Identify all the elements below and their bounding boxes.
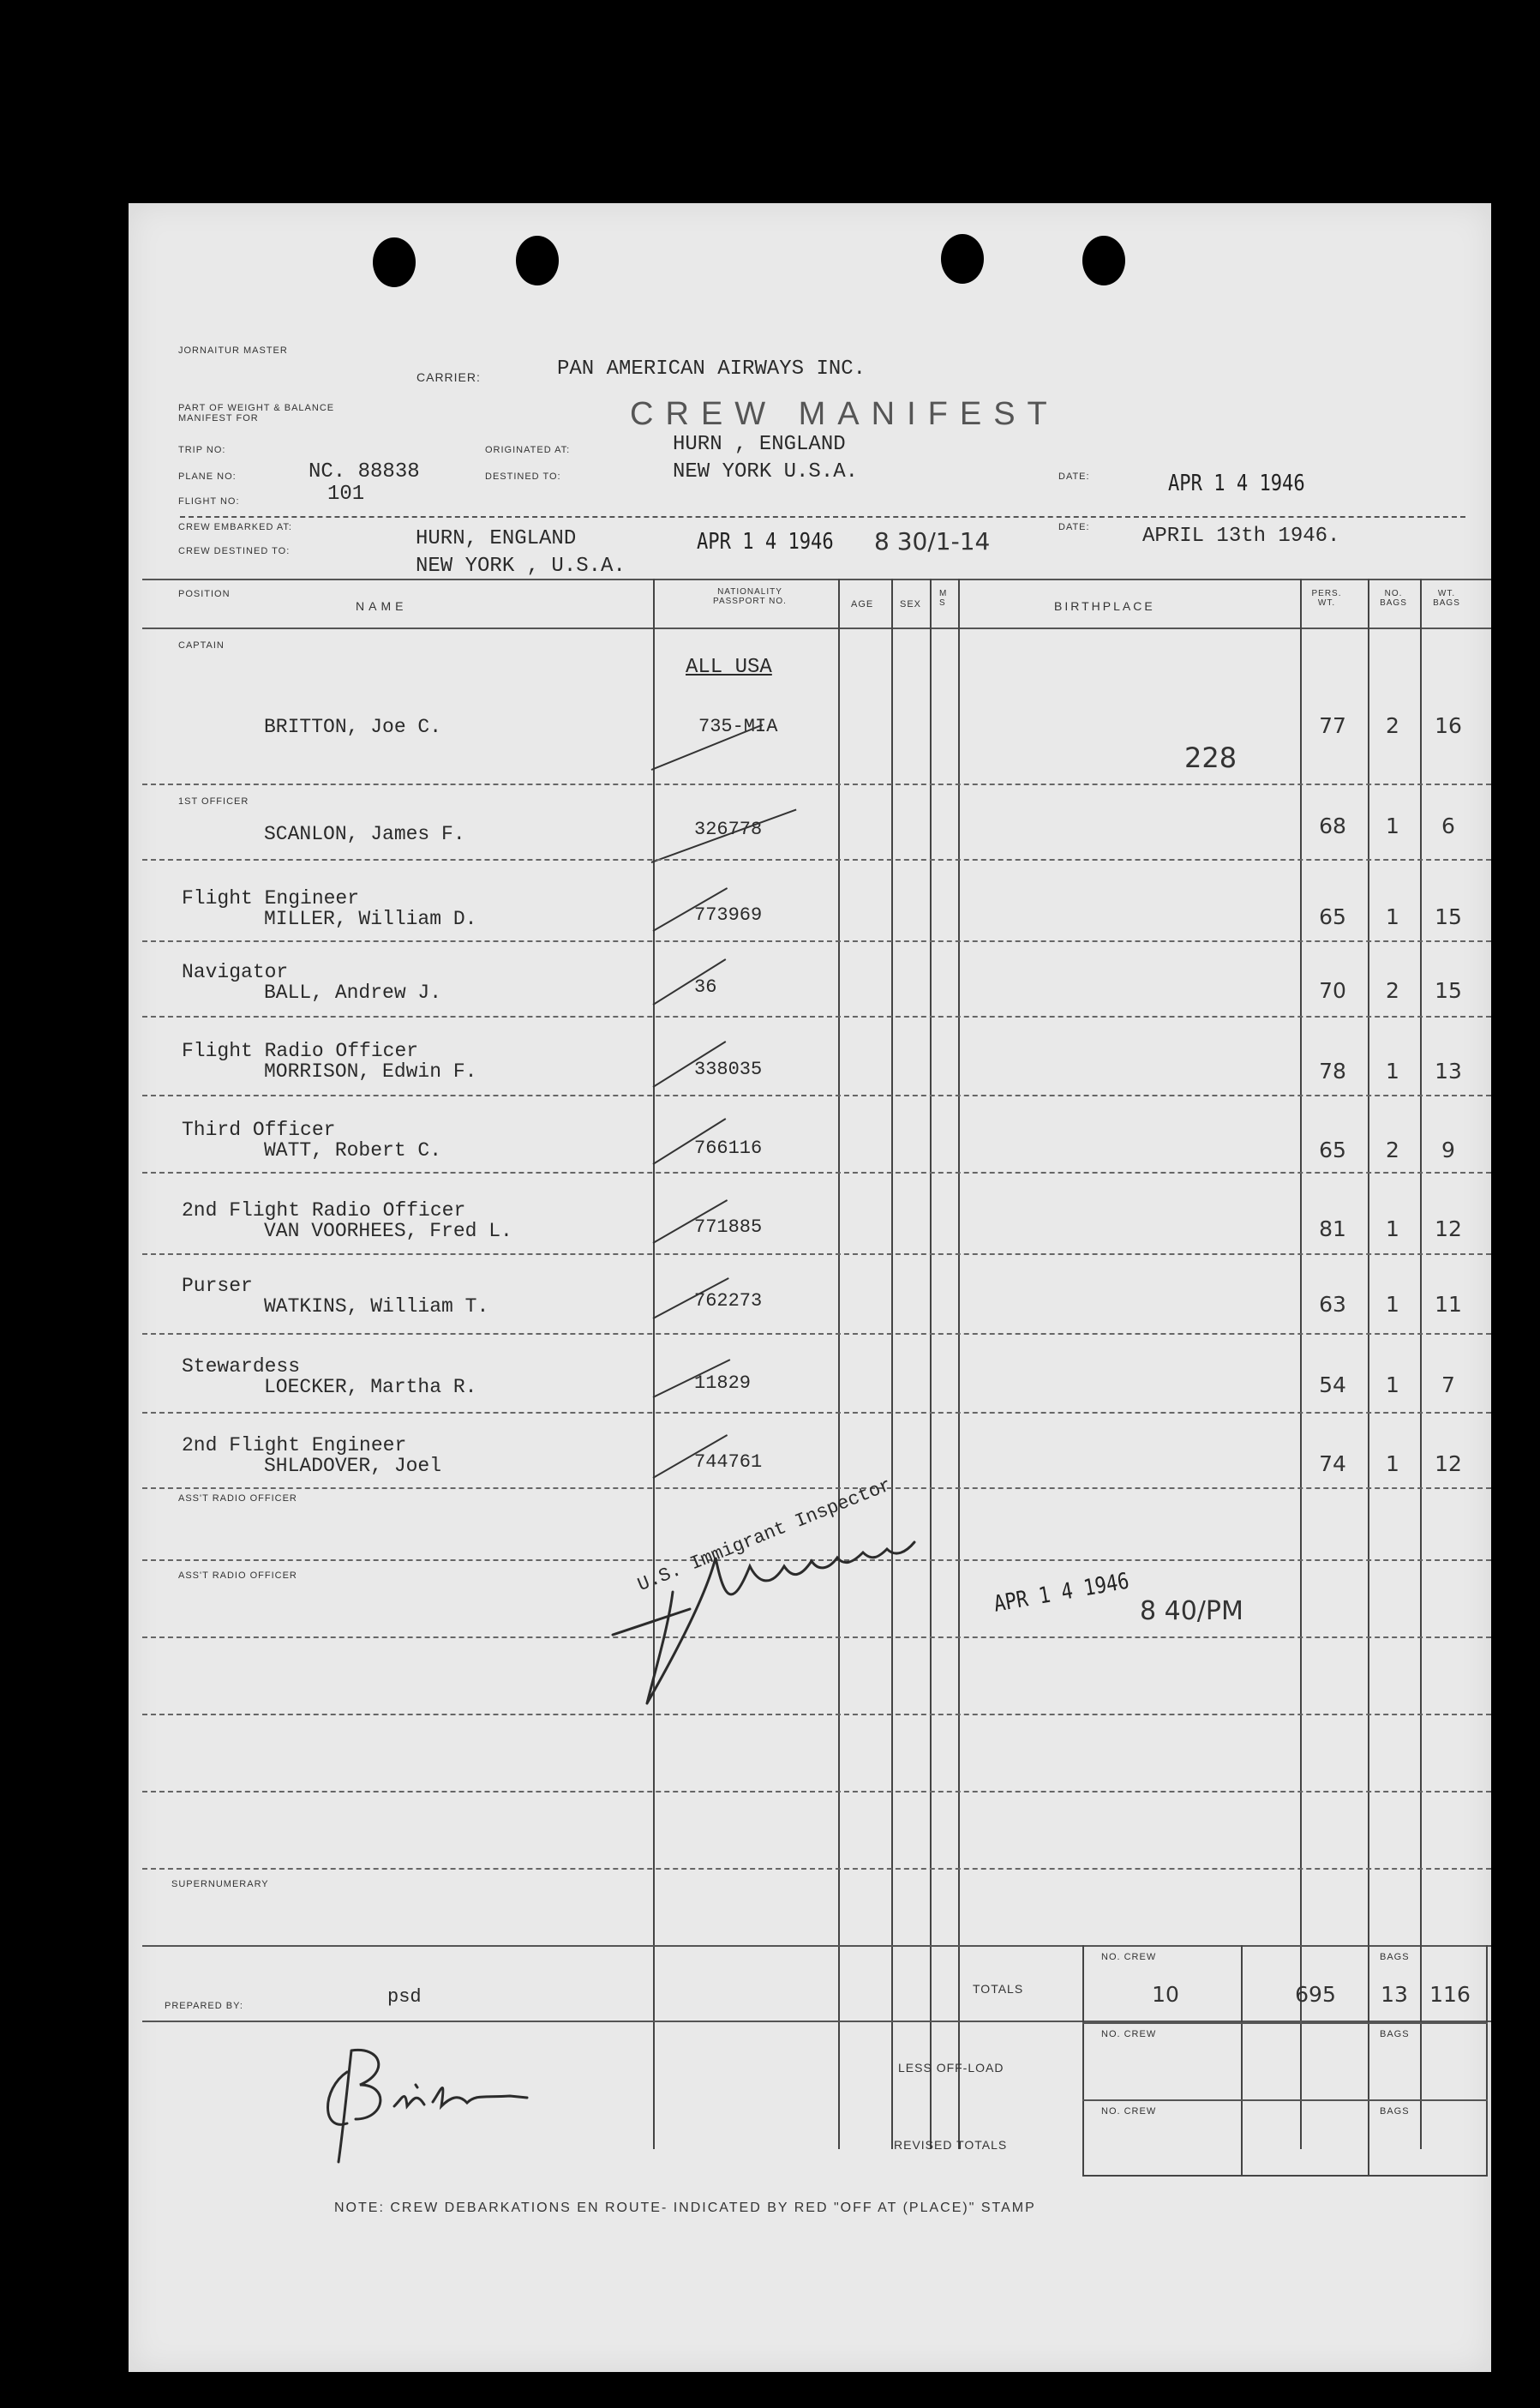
crew-passport: 326778: [694, 819, 763, 840]
captain-label: CAPTAIN: [178, 640, 225, 651]
crew-wt-bags: 6: [1441, 814, 1455, 838]
col-divider: [958, 579, 960, 2149]
row-divider: [142, 1412, 1491, 1414]
totals-divider: [1420, 1945, 1422, 2022]
punch-hole: [373, 237, 416, 287]
crew-name: SHLADOVER, Joel: [264, 1455, 442, 1477]
punch-hole: [1082, 236, 1125, 285]
originated: HURN , ENGLAND: [673, 433, 846, 456]
crew-pers-wt: 70: [1319, 978, 1346, 1003]
crew-pers-wt: 77: [1319, 713, 1346, 738]
crew-wt-bags: 15: [1435, 978, 1462, 1003]
crew-wt-bags: 7: [1441, 1372, 1455, 1397]
row-divider: [142, 1487, 1491, 1489]
totals-row-line: [1082, 2022, 1488, 2024]
bags-label: BAGS: [1380, 1952, 1410, 1962]
crew-embarked: HURN, ENGLAND: [416, 527, 577, 550]
col-divider: [653, 579, 655, 2149]
crew-wt-bags: 11: [1435, 1292, 1462, 1317]
total-crew: 10: [1152, 1982, 1179, 2007]
manifest-sheet: [129, 203, 1491, 2372]
col-divider: [891, 579, 893, 2149]
crew-name: BRITTON, Joe C.: [264, 716, 442, 738]
column-header-bottom: [142, 628, 1491, 629]
crew-pers-wt: 63: [1319, 1292, 1346, 1317]
date-label: DATE:: [1058, 471, 1090, 482]
row-divider: [142, 940, 1491, 942]
crew-pers-wt: 54: [1319, 1372, 1346, 1397]
punch-hole: [941, 234, 984, 284]
crew-bags: 2: [1386, 978, 1399, 1003]
crew-pers-wt: 68: [1319, 814, 1346, 838]
row-divider: [142, 784, 1491, 785]
crew-name: MORRISON, Edwin F.: [264, 1060, 477, 1083]
crew-bags: 1: [1386, 904, 1399, 929]
crew-name: VAN VOORHEES, Fred L.: [264, 1220, 512, 1242]
col-name: NAME: [356, 599, 408, 613]
embark-stamp: APR 1 4 1946: [697, 529, 834, 555]
carrier-label: CARRIER:: [416, 370, 481, 384]
crew-wt-bags: 12: [1435, 1216, 1462, 1241]
row-divider: [142, 1791, 1491, 1792]
destined-label: DESTINED TO:: [485, 471, 561, 482]
bags-label: BAGS: [1380, 2029, 1410, 2039]
crew-pers-wt: 65: [1319, 904, 1346, 929]
form-id: JORNAITUR MASTER: [178, 345, 288, 356]
row-divider: [142, 1253, 1491, 1255]
crew-passport: 762273: [694, 1290, 763, 1312]
inspection-date: APR 1 4 1946: [992, 1568, 1131, 1618]
row-divider: [142, 859, 1491, 861]
captain-signature: [313, 2038, 570, 2166]
crew-position: Stewardess: [182, 1355, 301, 1378]
crew-pers-wt: 65: [1319, 1138, 1346, 1162]
crew-passport: 11829: [694, 1372, 752, 1394]
originated-label: ORIGINATED AT:: [485, 445, 571, 455]
col-divider: [1300, 579, 1302, 2149]
crew-bags: 1: [1386, 1059, 1399, 1084]
crew-destined-label: CREW DESTINED TO:: [178, 546, 291, 556]
row-divider: [142, 1868, 1491, 1870]
punch-hole: [516, 236, 559, 285]
inspector-stamp: U.S. Immigrant Inspector: [634, 1474, 895, 1596]
first-officer-label: 1ST OFFICER: [178, 796, 249, 807]
crew-bags: 1: [1386, 1451, 1399, 1476]
crew-passport: 744761: [694, 1451, 763, 1473]
col-birthplace: BIRTHPLACE: [1054, 599, 1155, 613]
crew-position: Purser: [182, 1275, 253, 1297]
crew-wt-bags: 9: [1441, 1138, 1455, 1162]
col-age: AGE: [851, 599, 874, 610]
all-usa: ALL USA: [686, 656, 772, 679]
column-header-top: [142, 579, 1491, 580]
no-crew-label: NO. CREW: [1101, 1952, 1157, 1962]
crew-passport: 771885: [694, 1216, 763, 1238]
crew-position: Flight Radio Officer: [182, 1040, 419, 1062]
crew-embarked-label: CREW EMBARKED AT:: [178, 522, 292, 532]
crew-name: LOECKER, Martha R.: [264, 1376, 477, 1398]
total-pers-wt: 695: [1295, 1982, 1336, 2007]
col-nationality: NATIONALITY PASSPORT NO.: [713, 587, 787, 606]
inspection-time: 8 40/PM: [1140, 1596, 1243, 1626]
row-divider: [142, 1333, 1491, 1335]
totals-box: [1082, 1945, 1488, 2177]
no-crew-label: NO. CREW: [1101, 2029, 1157, 2039]
col-sex: SEX: [900, 599, 922, 610]
plane-no-label: PLANE NO:: [178, 471, 237, 482]
totals-divider: [1368, 1945, 1369, 2177]
crew-name: WATT, Robert C.: [264, 1139, 442, 1162]
revised-totals-label: REVISED TOTALS: [894, 2138, 1008, 2152]
col-divider: [1420, 579, 1422, 2149]
totals-row-line: [1082, 2099, 1488, 2101]
col-ms: M S: [939, 589, 948, 608]
col-divider: [930, 579, 932, 2149]
col-pers-wt: PERS. WT.: [1311, 589, 1342, 608]
crew-wt-bags: 13: [1435, 1059, 1462, 1084]
col-wt-bags: WT. BAGS: [1433, 589, 1460, 608]
row-divider: [142, 1172, 1491, 1174]
crew-wt-bags: 16: [1435, 713, 1462, 738]
col-divider: [1368, 579, 1369, 2149]
flight-no: 101: [327, 483, 365, 506]
passport-strike: [651, 808, 797, 862]
crew-bags: 1: [1386, 1216, 1399, 1241]
total-bags: 13: [1381, 1982, 1408, 2007]
crew-name: WATKINS, William T.: [264, 1295, 489, 1318]
crew-passport: 773969: [694, 904, 763, 926]
header-rule: [180, 516, 1465, 518]
flight-no-label: FLIGHT NO:: [178, 496, 240, 507]
crew-bags: 1: [1386, 1372, 1399, 1397]
date-stamp: APR 1 4 1946: [1168, 471, 1305, 496]
crew-position: 2nd Flight Radio Officer: [182, 1199, 466, 1222]
prepared-by: psd: [387, 1986, 422, 2008]
crew-passport: 766116: [694, 1138, 763, 1159]
date2-label: DATE:: [1058, 522, 1090, 532]
crew-name: MILLER, William D.: [264, 908, 477, 930]
destined: NEW YORK U.S.A.: [673, 460, 859, 483]
birthplace-note: 228: [1184, 742, 1237, 774]
trip-no-label: TRIP NO:: [178, 445, 226, 455]
crew-bags: 1: [1386, 1292, 1399, 1317]
crew-passport: 36: [694, 976, 717, 998]
prepared-by-label: PREPARED BY:: [165, 2001, 243, 2011]
less-offload-label: LESS OFF-LOAD: [898, 2061, 1004, 2075]
crew-wt-bags: 12: [1435, 1451, 1462, 1476]
crew-name: BALL, Andrew J.: [264, 982, 442, 1004]
footer-note: NOTE: CREW DEBARKATIONS EN ROUTE- INDICATED BY RED "OFF AT (PLACE)" STAMP: [334, 2201, 1036, 2215]
crew-pers-wt: 81: [1319, 1216, 1346, 1241]
crew-position: 2nd Flight Engineer: [182, 1434, 407, 1456]
crew-passport: 338035: [694, 1059, 763, 1080]
plane-no: NC. 88838: [309, 460, 420, 483]
crew-position: Navigator: [182, 961, 289, 983]
page-title: CREW MANIFEST: [630, 396, 1059, 432]
supernumerary-label: SUPERNUMERARY: [171, 1879, 269, 1889]
embark-time: 8 30/1-14: [874, 527, 991, 555]
no-crew-label: NO. CREW: [1101, 2106, 1157, 2117]
crew-passport: 735-MIA: [698, 716, 778, 737]
crew-pers-wt: 74: [1319, 1451, 1346, 1476]
crew-position: Flight Engineer: [182, 887, 360, 910]
row-divider: [142, 1016, 1491, 1018]
totals-label: TOTALS: [973, 1982, 1024, 1996]
part-of-label: PART OF WEIGHT & BALANCE MANIFEST FOR: [178, 403, 335, 423]
col-position: POSITION: [178, 589, 231, 599]
asst-radio-label: ASS'T RADIO OFFICER: [178, 1493, 297, 1504]
crew-bags: 1: [1386, 814, 1399, 838]
crew-bags: 2: [1386, 1138, 1399, 1162]
crew-name: SCANLON, James F.: [264, 823, 465, 845]
totals-divider: [1241, 1945, 1243, 2177]
col-divider: [838, 579, 840, 2149]
crew-pers-wt: 78: [1319, 1059, 1346, 1084]
carrier: PAN AMERICAN AIRWAYS INC.: [557, 357, 866, 381]
asst-radio-label: ASS'T RADIO OFFICER: [178, 1570, 297, 1581]
crew-wt-bags: 15: [1435, 904, 1462, 929]
date2: APRIL 13th 1946.: [1142, 525, 1340, 548]
crew-position: Third Officer: [182, 1119, 336, 1141]
crew-destined: NEW YORK , U.S.A.: [416, 555, 626, 578]
col-no-bags: NO. BAGS: [1380, 589, 1407, 608]
total-wt-bags: 116: [1429, 1982, 1471, 2007]
row-divider: [142, 1095, 1491, 1096]
bags-label: BAGS: [1380, 2106, 1410, 2117]
crew-bags: 2: [1386, 713, 1399, 738]
